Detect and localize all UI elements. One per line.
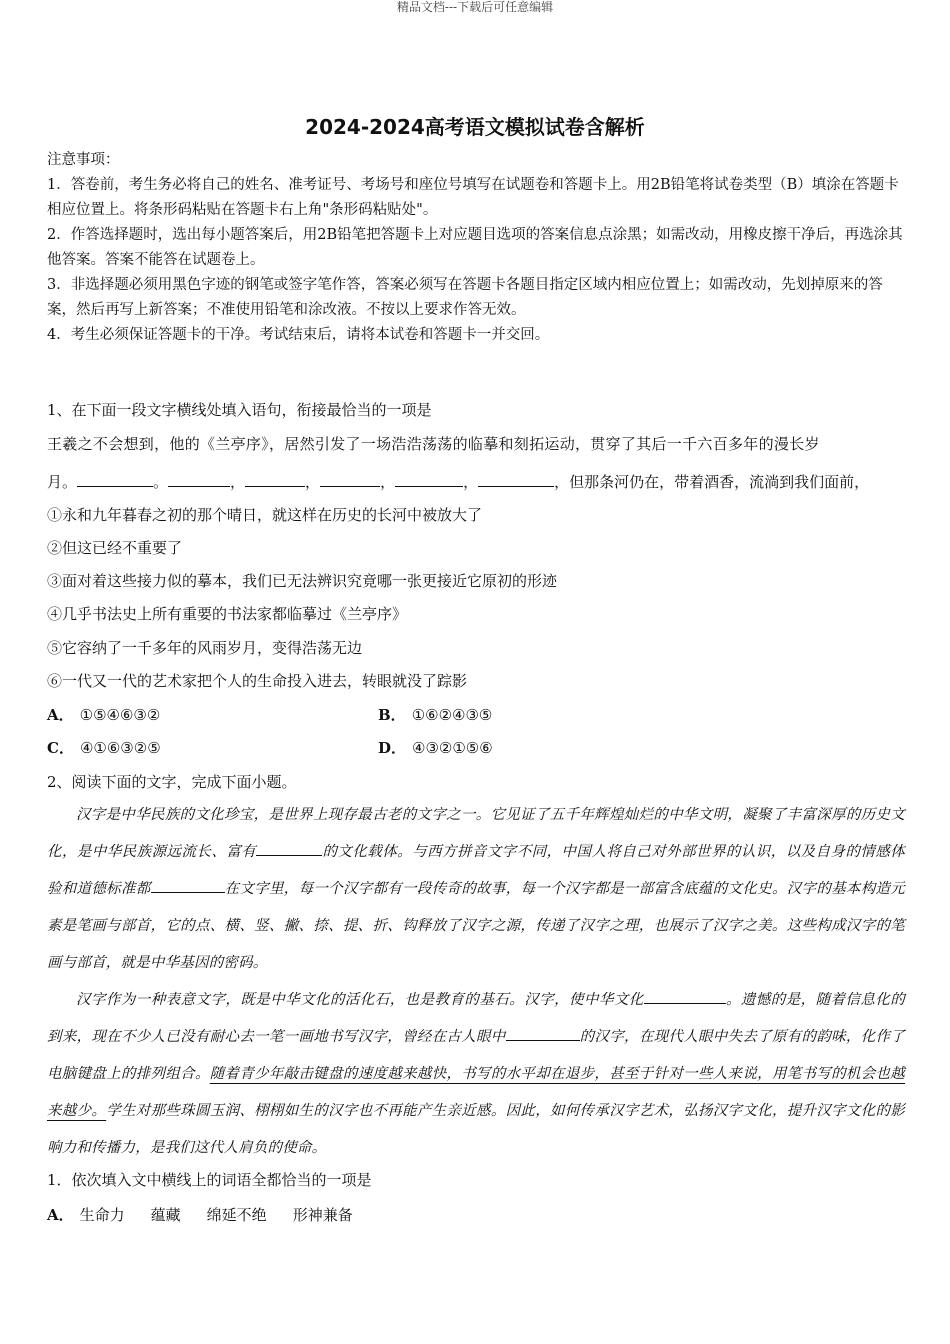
fill-blank	[77, 472, 153, 487]
q1-sentence-3: ③面对着这些接力似的摹本，我们已无法辨识究竟哪一张更接近它原初的形迹	[47, 572, 558, 590]
q1-fill-row	[47, 470, 869, 494]
fill-blank	[256, 839, 322, 856]
passage-text: 汉字作为一种表意文字，既是中华文化的活化石，也是教育的基石。汉字，使中华文化	[76, 992, 644, 1008]
passage-text: 的文化载体。与西方拼音文字不同，中国人将自己对外部世界的认识，以及自身的情感体验和道德标准都	[47, 844, 906, 897]
passage-text: 的汉字，在现代人眼中失去了原有的韵味，化作了电脑键盘上的排列组合。	[47, 1029, 905, 1082]
option-label: B．	[378, 706, 406, 724]
q1-sentence-5: ⑤它容纳了一千多年的风雨岁月，变得浩荡无边	[47, 639, 363, 657]
option-word: 生命力	[79, 1206, 125, 1224]
q2-passage-paragraph-1	[47, 797, 905, 982]
q2-passage-paragraph-2	[47, 982, 905, 1167]
q1-option-c[interactable]	[47, 736, 161, 760]
option-text: ④①⑥③②⑤	[79, 739, 161, 757]
option-word: 形神兼备	[292, 1206, 353, 1224]
fill-blank	[506, 1024, 580, 1041]
option-text: ①⑤④⑥③②	[79, 706, 161, 724]
fill-blank	[151, 876, 225, 893]
separator: ，	[380, 473, 396, 491]
option-label: A．	[47, 1206, 74, 1224]
q1-text-line1: 王羲之不会想到，他的《兰亭序》，居然引发了一场浩浩荡荡的临摹和刻拓运动，贯穿了其后一千六百多年的漫长岁	[47, 435, 820, 453]
underlined-sentence: 随着青少年敲击键盘的速度越来越快，书写的水平却在退步，甚至于针对一些人来说，用笔书写的机会也越来越少。	[47, 1066, 905, 1119]
passage-text: 学生对那些珠圆玉润、栩栩如生的汉字也不再能产生亲近感。因此，如何传承汉字艺术，弘扬汉字文化，提升汉字文化的影响力和传播力，是我们这代人肩负的使命。	[47, 1103, 905, 1156]
fill-blank	[320, 472, 380, 487]
q2-sub1-stem: 1．依次填入文中横线上的词语全都恰当的一项是	[47, 1171, 372, 1189]
option-text: ①⑥②④③⑤	[411, 706, 493, 724]
q1-sentence-4: ④几乎书法史上所有重要的书法家都临摹过《兰亭序》	[47, 605, 408, 623]
q1-sentence-1: ①永和九年暮春之初的那个晴日，就这样在历史的长河中被放大了	[47, 506, 483, 524]
fill-blank	[168, 472, 230, 487]
q1-sentence-6: ⑥一代又一代的艺术家把个人的生命投入进去，转眼就没了踪影	[47, 672, 468, 690]
q2-stem: 2、阅读下面的文字，完成下面小题。	[47, 773, 297, 791]
q1-sentence-2: ②但这已经不重要了	[47, 539, 183, 557]
q1-option-d[interactable]	[378, 736, 493, 760]
q1-text-line2-end: ，但那条河仍在，带着酒香，流淌到我们面前，	[554, 473, 870, 491]
separator: 。	[153, 473, 169, 491]
option-word: 绵延不绝	[206, 1206, 267, 1224]
passage-text: 汉字是中华民族的文化珍宝，是世界上现存最古老的文字之一。它见证了五千年辉煌灿烂的中华文明，凝聚了丰富深厚的历史文化，是中华民族源远流长、富有	[47, 807, 905, 860]
notice-heading: 注意事项：	[47, 152, 120, 168]
notice-item-2: 2．作答选择题时，选出每小题答案后，用2B铅笔把答题卡上对应题目选项的答案信息点涂黑；如需改动，用橡皮擦干净后，再选涂其他答案。答案不能答在试题卷上。	[47, 227, 903, 268]
q1-stem: 1、在下面一段文字横线处填入语句，衔接最恰当的一项是	[47, 401, 432, 419]
passage-text: 在文字里，每一个汉字都有一段传奇的故事，每一个汉字都是一部富含底蕴的文化史。汉字的基本构造元素是笔画与部首，它的点、横、竖、撇、捺、提、折、钩释放了汉字之源，传递了汉字之理，也展示了汉字之美。这些构成汉字的笔画与部首，就是中华基因的密码。	[47, 881, 905, 971]
option-label: D．	[378, 739, 407, 757]
option-label: A．	[47, 706, 74, 724]
option-word: 蕴藏	[150, 1206, 181, 1224]
option-label: C．	[47, 739, 74, 757]
page-header: 精品文档---下载后可任意编辑	[396, 0, 554, 14]
fill-blank	[245, 472, 305, 487]
page-title: 2024-2024高考语文模拟试卷含解析	[305, 115, 645, 139]
notice-item-3: 3．非选择题必须用黑色字迹的钢笔或签字笔作答，答案必须写在答题卡各题目指定区域内相应位置上；如需改动，先划掉原来的答案，然后再写上新答案；不准使用铅笔和涂改液。不按以上要求作答无效。	[47, 277, 883, 318]
q2-sub1-option-a[interactable]	[47, 1203, 353, 1227]
separator: ，	[230, 473, 246, 491]
notice-item-4: 4．考生必须保证答题卡的干净。考试结束后，请将本试卷和答题卡一并交回。	[47, 327, 550, 343]
q1-option-b[interactable]	[378, 703, 492, 727]
passage-text: 。遗憾的是，随着信息化的到来，现在不少人已没有耐心去一笔一画地书写汉字，曾经在古人眼中	[47, 992, 905, 1045]
option-text: ④③②①⑤⑥	[412, 739, 493, 757]
separator: ，	[463, 473, 479, 491]
fill-blank	[478, 472, 554, 487]
notice-item-1: 1．答卷前，考生务必将自己的姓名、准考证号、考场号和座位号填写在试题卷和答题卡上。用2B铅笔将试卷类型（B）填涂在答题卡相应位置上。将条形码粘贴在答题卡右上角"条形码粘贴处"。	[47, 177, 899, 218]
fill-blank	[395, 472, 463, 487]
separator: ，	[305, 473, 321, 491]
notice-section	[47, 148, 907, 348]
q1-option-a[interactable]	[47, 703, 160, 727]
fill-blank	[644, 987, 726, 1004]
q1-text-line2-start: 月。	[47, 473, 78, 491]
